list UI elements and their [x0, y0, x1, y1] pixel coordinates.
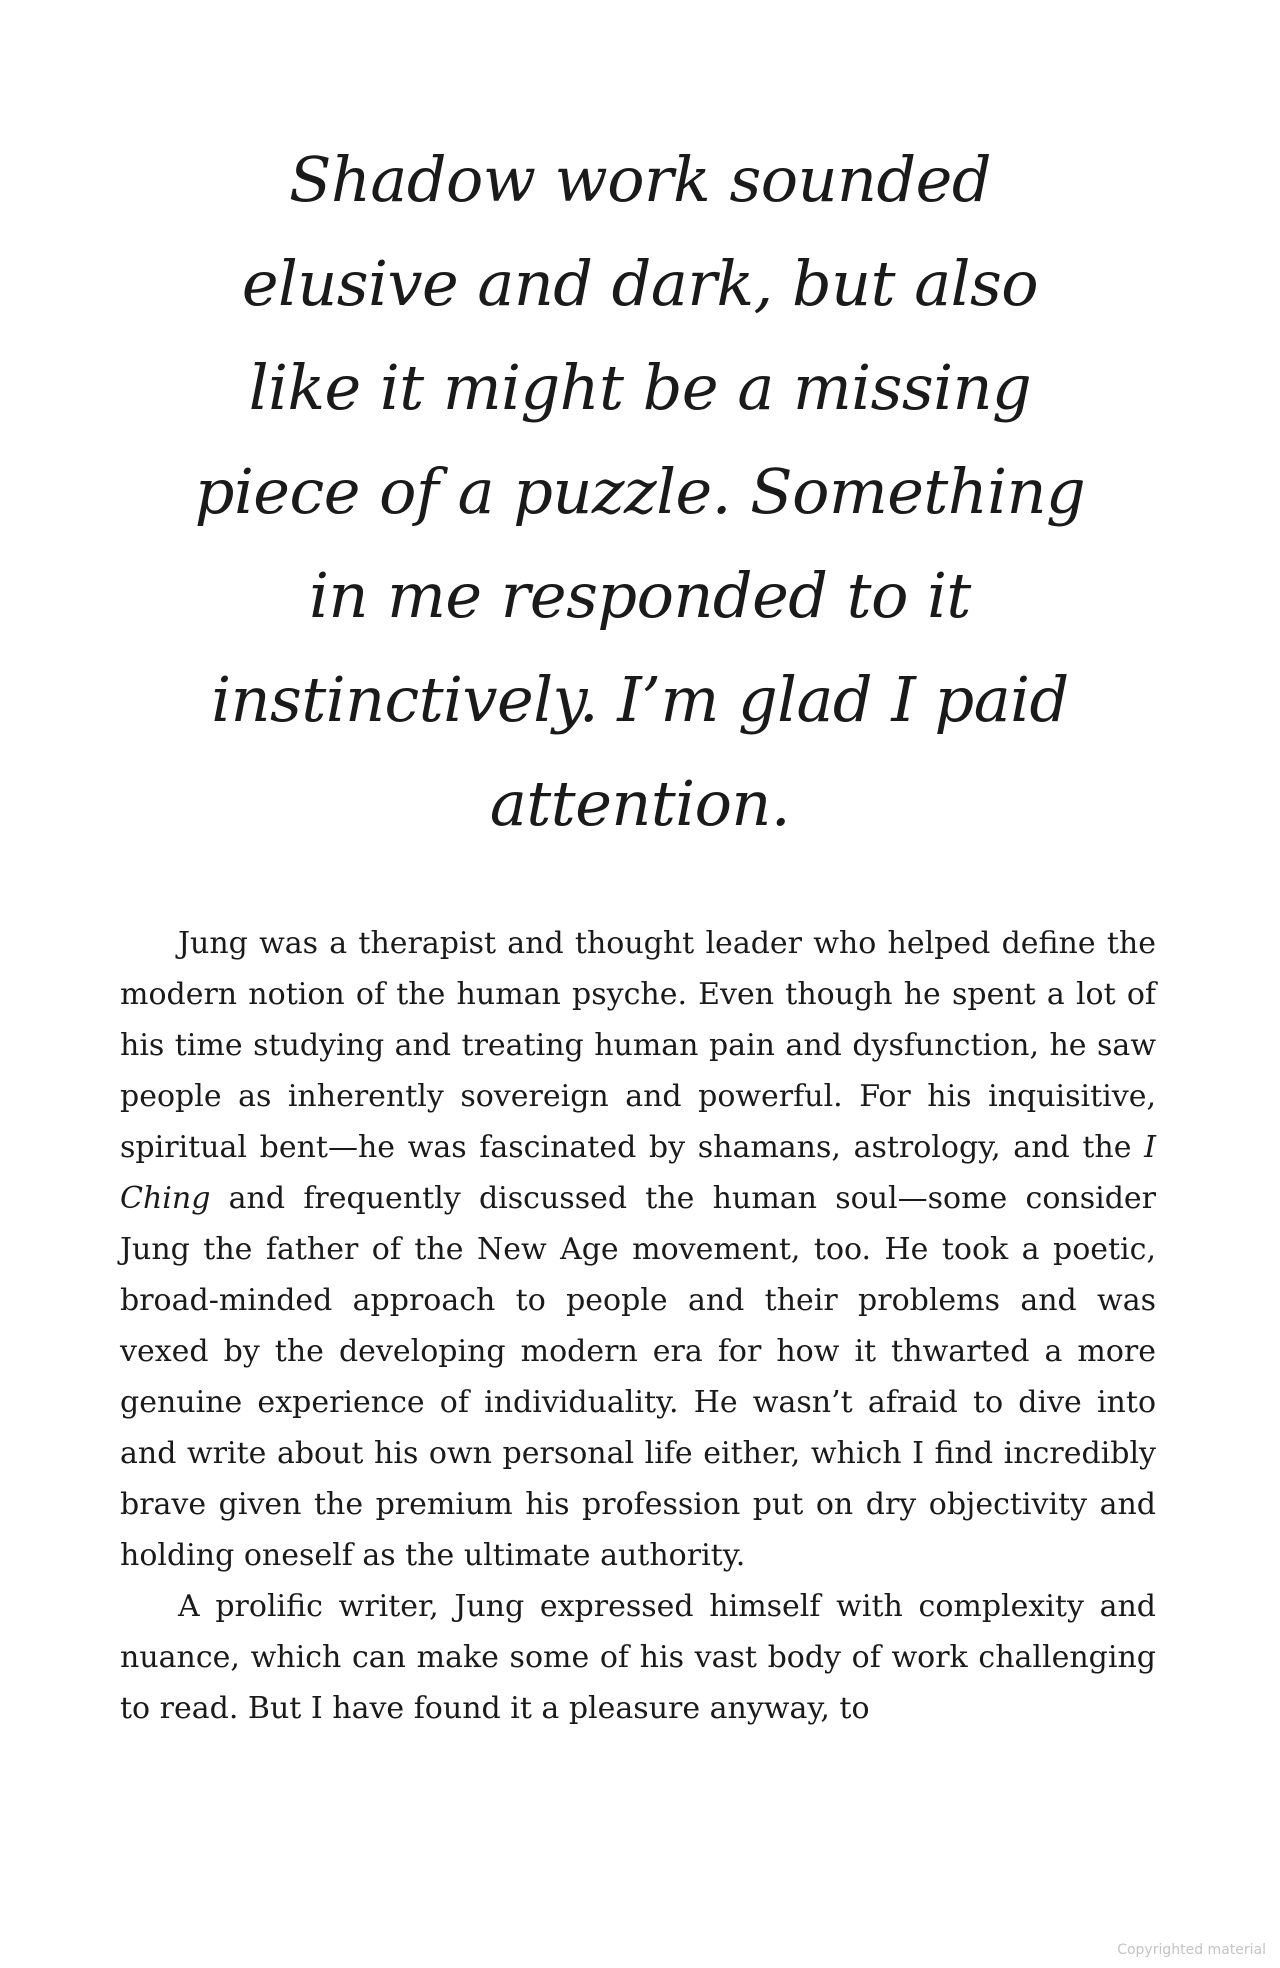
pull-quote-line: like it might be a missing — [248, 351, 1032, 424]
book-title-italic: I Ching — [120, 1130, 1156, 1216]
body-text — [120, 918, 1156, 1734]
copyright-notice: Copyrighted material — [1117, 1942, 1266, 1958]
pull-quote-line: attention. — [489, 767, 791, 840]
pull-quote — [180, 128, 1100, 856]
pull-quote-line: elusive and dark, but also — [241, 247, 1039, 320]
pull-quote-line: in me responded to it — [309, 559, 971, 632]
pull-quote-line: instinctively. I’m glad I paid — [211, 663, 1069, 736]
paragraph-text: Jung was a therapist and thought leader who helped define the modern notion of the human psyche. Even though he spent a lot of his time studying and treating human pain and dysfunction, he saw people as inherently sovereign and powerful. For his inquisitive, spiritual bent—he was fascinated by shamans, astrology, and the — [120, 926, 1156, 1165]
paragraph-prolific-writer: A prolific writer, Jung expressed himself with complexity and nuance, which can make some of his vast body of work challenging to read. But I have found it a pleasure anyway, to — [120, 1589, 1156, 1726]
pull-quote-line: Shadow work sounded — [288, 143, 992, 216]
paragraph-jung-intro — [120, 918, 1156, 1581]
paragraph-text: and frequently discussed the human soul—some consider Jung the father of the New Age movement, too. He took a poetic, broad-minded approach to people and their problems and was vexed by the developing modern era for how it thwarted a more genuine experience of individuality. He wasn’t afraid to dive into and write about his own personal life either, which I find incredibly brave given the premium his profession put on dry objectivity and holding oneself as the ultimate authority. — [120, 1181, 1156, 1573]
pull-quote-line: piece of a puzzle. Something — [194, 455, 1086, 528]
